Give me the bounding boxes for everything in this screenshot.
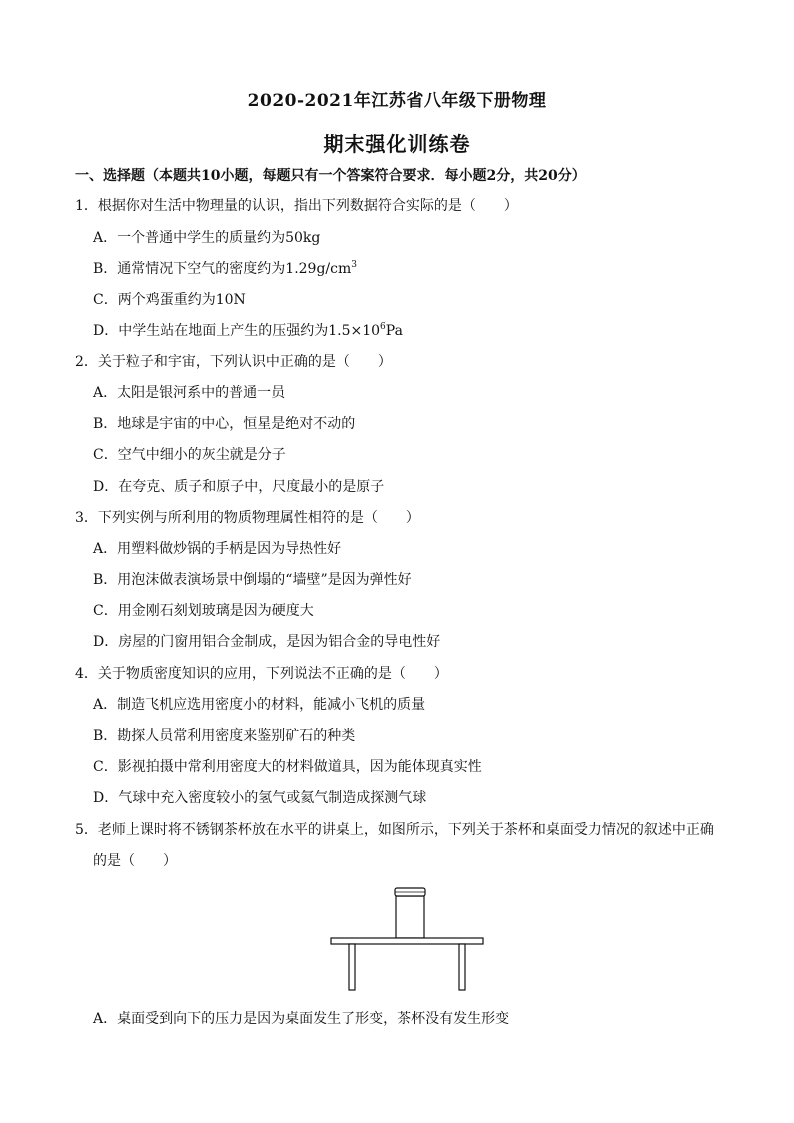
option-d-text: D．中学生站在地面上产生的压强约为1.5×10 (93, 323, 381, 339)
cup-body (396, 896, 424, 938)
section-heading: 一、选择题（本题共10小题，每题只有一个答案符合要求．每小题2分，共20分） (75, 168, 586, 184)
question-5-stem-line1: 5．老师上课时将不锈钢茶杯放在水平的讲桌上，如图所示，下列关于茶杯和桌面受力情况的叙述中正确 (75, 822, 714, 838)
question-2-option-a: A．太阳是银河系中的普通一员 (93, 385, 286, 401)
question-2-option-b: B．地球是宇宙的中心，恒星是绝对不动的 (93, 416, 356, 432)
question-3-option-b: B．用泡沫做表演场景中倒塌的“墙壁”是因为弹性好 (93, 572, 412, 588)
question-5-option-a: A．桌面受到向下的压力是因为桌面发生了形变，茶杯没有发生形变 (93, 1011, 510, 1027)
question-1-option-c: C．两个鸡蛋重约为10N (93, 292, 246, 308)
superscript-exponent: 3 (351, 260, 357, 270)
question-4-stem: 4．关于物质密度知识的应用，下列说法不正确的是（ ） (75, 666, 448, 682)
question-1-option-a: A．一个普通中学生的质量约为50kg (93, 230, 321, 246)
superscript-exponent: 6 (380, 322, 386, 332)
table-top (331, 938, 483, 944)
question-5-stem-line2: 的是（ ） (93, 853, 177, 869)
question-3-option-c: C．用金刚石刻划玻璃是因为硬度大 (93, 603, 314, 619)
exam-subtitle: 期末强化训练卷 (323, 132, 471, 156)
question-4-option-d: D．气球中充入密度较小的氢气或氦气制造成探测气球 (93, 790, 427, 806)
cup-on-table-figure (325, 882, 490, 994)
question-4-option-a: A．制造飞机应选用密度小的材料，能减小飞机的质量 (93, 697, 426, 713)
question-4-option-b: B．勘探人员常利用密度来鉴别矿石的种类 (93, 728, 356, 744)
option-b-text: B．通常情况下空气的密度约为1.29g/cm (93, 261, 352, 277)
question-3-option-a: A．用塑料做炒锅的手柄是因为导热性好 (93, 541, 342, 557)
exam-title: 2020-2021年江苏省八年级下册物理 (247, 91, 547, 111)
question-2-option-c: C．空气中细小的灰尘就是分子 (93, 447, 286, 463)
question-1-option-b (93, 259, 357, 279)
question-2-stem: 2．关于粒子和宇宙，下列认识中正确的是（ ） (75, 354, 392, 370)
question-2-option-d: D．在夸克、质子和原子中，尺度最小的是原子 (93, 479, 385, 495)
question-1-option-d (93, 321, 403, 341)
table-leg-right (459, 944, 465, 990)
question-3-stem: 3．下列实例与所利用的物质物理属性相符的是（ ） (75, 510, 420, 526)
table-leg-left (349, 944, 355, 990)
option-d-unit: Pa (385, 323, 403, 339)
question-4-option-c: C．影视拍摄中常利用密度大的材料做道具，因为能体现真实性 (93, 759, 482, 775)
question-3-option-d: D．房屋的门窗用铝合金制成，是因为铝合金的导电性好 (93, 634, 441, 650)
question-1-stem: 1．根据你对生活中物理量的认识，指出下列数据符合实际的是（ ） (75, 198, 518, 214)
